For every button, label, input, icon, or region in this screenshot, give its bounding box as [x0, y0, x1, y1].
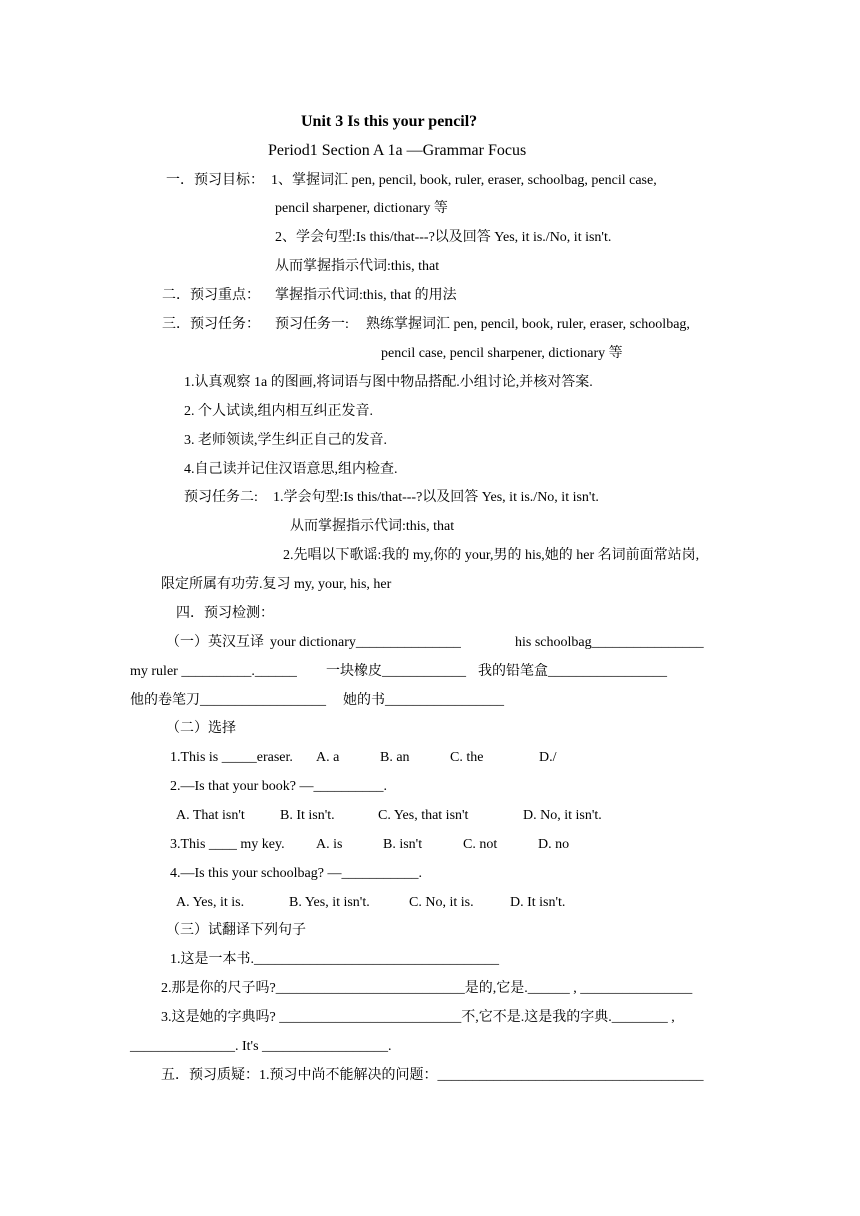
- q3-option: B. isn't: [383, 837, 423, 852]
- task2-label: 预习任务二:: [184, 490, 258, 505]
- part1-item-f: 他的卷笔刀__________________: [130, 693, 326, 708]
- q4-stem: 4.—Is this your schoolbag? —___________.: [170, 866, 422, 881]
- q4-option: A. Yes, it is.: [176, 895, 245, 910]
- q1-option: A. a: [316, 750, 340, 765]
- goals-line-4: 从而掌握指示代词:this, that: [275, 259, 440, 274]
- q1-option: D./: [539, 750, 557, 765]
- part1-item-e: 我的铅笔盒_________________: [478, 664, 667, 679]
- q4-option: C. No, it is.: [409, 895, 474, 910]
- doc-subtitle: Period1 Section A 1a —Grammar Focus: [268, 142, 527, 159]
- task2-line-2: 从而掌握指示代词:this, that: [290, 519, 455, 534]
- part1-label: （一）英汉互译: [166, 635, 264, 650]
- task2-line-3: 2.先唱以下歌谣:我的 my,你的 your,男的 his,她的 her 名词前面常站岗,: [283, 548, 700, 563]
- task1-line-2: pencil case, pencil sharpener, dictionary 等: [381, 346, 623, 361]
- q3-option: C. not: [463, 837, 498, 852]
- task1-step-4: 4.自己读并记住汉语意思,组内检查.: [184, 462, 398, 477]
- q3-option: A. is: [316, 837, 343, 852]
- q1-option: C. the: [450, 750, 484, 765]
- doc-title: Unit 3 Is this your pencil?: [301, 113, 478, 130]
- part1-item-a: your dictionary_______________: [270, 635, 461, 650]
- q2-option: D. No, it isn't.: [523, 808, 602, 823]
- q3-option: D. no: [538, 837, 570, 852]
- task1-step-2: 2. 个人试读,组内相互纠正发音.: [184, 404, 373, 419]
- task1-label: 预习任务一:: [275, 317, 349, 332]
- q1-stem: 1.This is _____eraser.: [170, 750, 293, 765]
- goals-label: 一．预习目标：: [166, 173, 264, 188]
- q2-option: B. It isn't.: [280, 808, 335, 823]
- task1-step-3: 3. 老师领读,学生纠正自己的发音.: [184, 433, 387, 448]
- goals-line-1: 1、掌握词汇 pen, pencil, book, ruler, eraser, schoolbag, pencil case,: [271, 173, 657, 188]
- check-label: 四．预习检测：: [176, 606, 274, 621]
- q3-stem: 3.This ____ my key.: [170, 837, 285, 852]
- q4-option: B. Yes, it isn't.: [289, 895, 370, 910]
- part1-item-c: my ruler __________.______: [130, 664, 297, 679]
- part2-label: （二）选择: [166, 721, 236, 736]
- part1-item-b: his schoolbag________________: [515, 635, 704, 650]
- task1-line-1: 熟练掌握词汇 pen, pencil, book, ruler, eraser, schoolbag,: [366, 317, 690, 332]
- doubts-line: 五．预习质疑：1.预习中尚不能解决的问题：______________________________________: [161, 1068, 704, 1083]
- q2-option: C. Yes, that isn't: [378, 808, 469, 823]
- translate-3: 3.这是她的字典吗? __________________________不,它不是.这是我的字典.________ ,: [161, 1010, 675, 1025]
- goals-line-2: pencil sharpener, dictionary 等: [275, 201, 448, 216]
- goals-line-3: 2、学会句型:Is this/that---?以及回答 Yes, it is./No, it isn't.: [275, 230, 612, 245]
- focus-label: 二．预习重点：: [162, 288, 260, 303]
- q4-option: D. It isn't.: [510, 895, 566, 910]
- task2-line-4: 限定所属有功劳.复习 my, your, his, her: [161, 577, 392, 592]
- q2-stem: 2.—Is that your book? —__________.: [170, 779, 387, 794]
- part1-item-d: 一块橡皮____________: [326, 664, 466, 679]
- translate-1: 1.这是一本书.___________________________________: [170, 952, 499, 967]
- q2-option: A. That isn't: [176, 808, 245, 823]
- part3-label: （三）试翻译下列句子: [166, 923, 306, 938]
- focus-text: 掌握指示代词:this, that 的用法: [275, 288, 457, 303]
- task2-line-1: 1.学会句型:Is this/that---?以及回答 Yes, it is./No, it isn't.: [273, 490, 599, 505]
- translate-3-cont: _______________. It's __________________.: [130, 1039, 392, 1054]
- translate-2: 2.那是你的尺子吗?___________________________是的,它是.______ , ________________: [161, 981, 693, 996]
- part1-item-g: 她的书_________________: [343, 693, 504, 708]
- tasks-label: 三．预习任务：: [162, 317, 260, 332]
- task1-step-1: 1.认真观察 1a 的图画,将词语与图中物品搭配.小组讨论,并核对答案.: [184, 375, 593, 390]
- q1-option: B. an: [380, 750, 410, 765]
